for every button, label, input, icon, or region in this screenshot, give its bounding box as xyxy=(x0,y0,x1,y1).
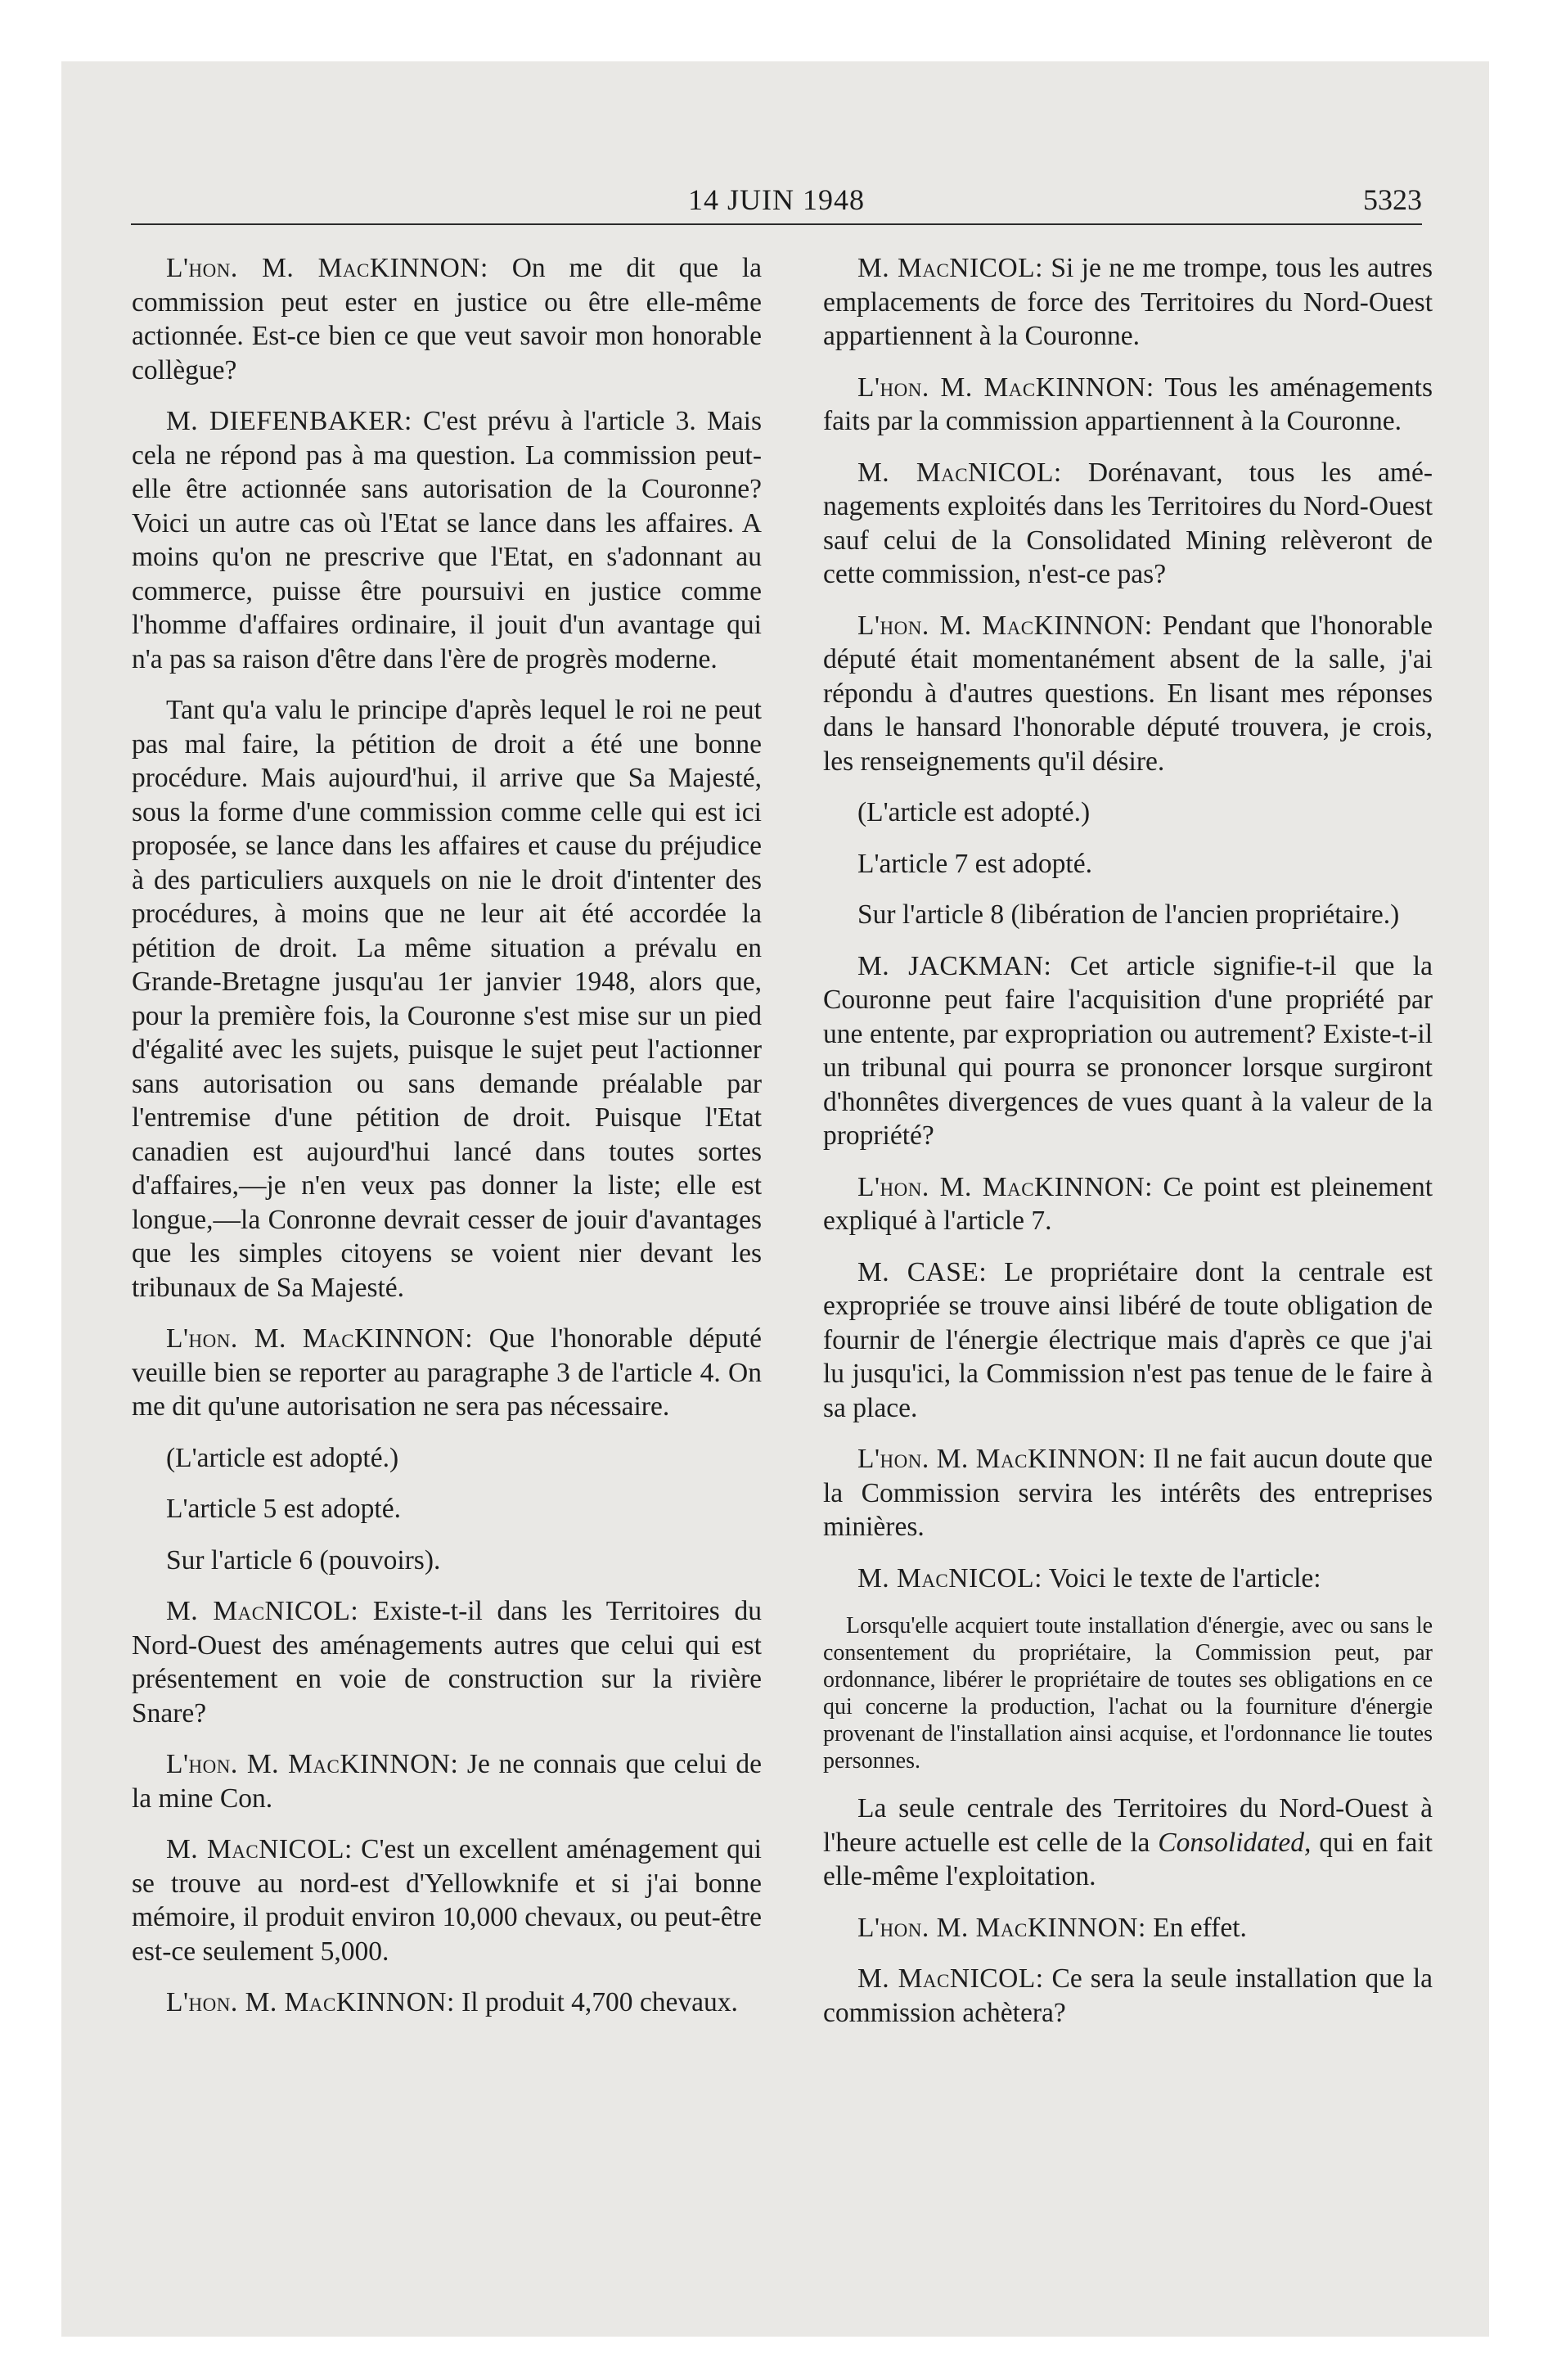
speaker-name: M. CASE: xyxy=(857,1256,988,1287)
paragraph xyxy=(823,251,1433,354)
paragraph-text: On me dit que la commission peut ester en justice ou être elle-même actionnée. Est-ce bien ce que veut savoir mon honorable collègue? xyxy=(132,253,763,385)
procedural-note xyxy=(823,796,1433,830)
speaker-name: L'hon. M. MacKINNON: xyxy=(857,1444,1146,1474)
paragraph xyxy=(132,1322,762,1424)
paragraph-text: C'est un excellent aménagement qui se trouve au nord-est d'Yellowknife et si j'ai bonne mémoire, il produit environ 10,000 chevaux, ou peut-être est-ce seulement 5,000. xyxy=(132,1834,762,1967)
paragraph xyxy=(823,609,1433,779)
paragraph-text: qui en fait elle-même l'exploitation. xyxy=(823,1827,1433,1891)
paragraph-text: Lorsqu'elle acquiert toute installation d'énergie, avec ou sans le consentement du propriétaire, la Commission peut, par ordonnance, libérer le propriétaire de toutes ses obligations en ce qui concerne la production, l'achat ou la fourniture d'énergie provenant de l'installation ainsi acquise, et l'ordonnance lie toutes personnes. xyxy=(823,1613,1433,1774)
speaker-name: L'hon. M. MacKINNON: xyxy=(166,1323,474,1354)
paragraph xyxy=(823,1792,1433,1894)
speaker-name: L'hon. M. MacKINNON: xyxy=(857,610,1153,641)
paragraph xyxy=(823,949,1433,1153)
paragraph xyxy=(823,456,1433,592)
paragraph xyxy=(132,1747,762,1815)
paragraph-text: C'est prévu à l'article 3. Mais cela ne répond pas à ma question. La commission peut-elle être actionnée sans autorisation de la Couronne? Voici un autre cas où l'Etat se lance dans les affaires. A moins qu'on ne prescrive que l'Etat, en s'adonnant au commerce, puisse être poursuivi en justice comme l'homme d'affaires ordinaire, il jouit d'un avantage qui n'a pas sa raison d'être dans l'ère de progrès moderne. xyxy=(132,406,763,674)
procedural-note xyxy=(823,847,1433,881)
procedural-note xyxy=(823,898,1433,932)
procedural-note xyxy=(132,1441,762,1476)
speaker-name: M. MacNICOL: xyxy=(857,253,1043,283)
paragraph xyxy=(132,404,762,676)
paragraph xyxy=(132,1832,762,1968)
speaker-name: L'hon. M. MacKINNON: xyxy=(166,253,488,283)
paragraph xyxy=(823,1962,1433,2030)
paragraph xyxy=(132,693,762,1305)
paragraph-text: L'article 5 est adopté. xyxy=(166,1494,401,1524)
page-header xyxy=(131,183,1422,225)
speaker-name: M. MacNICOL: xyxy=(857,1963,1044,1994)
paragraph xyxy=(132,1594,762,1730)
speaker-name: L'hon. M. MacKINNON: xyxy=(857,1912,1146,1943)
paragraph-text: Tant qu'a valu le principe d'après lequel le roi ne peut pas mal faire, la pétition de droit a été une bonne procédure. Mais aujourd'hui, il arrive que Sa Majesté, sous la forme d'une commission comme celle qui est ici proposée, se lance dans les affaires et cause du préjudice à des particuliers auxquels on nie le droit d'intenter des procédures, à moins que ne leur ait été accordée la pétition de droit. La même situation a prévalu en Grande-Bretagne jusqu'au 1er janvier 1948, alors que, pour la première fois, la Couronne s'est mise sur un pied d'égalité avec les sujets, puisque le sujet peut l'actionner sans autorisation ou sans demande préalable par l'entremise d'une pétition de droit. Puisque l'Etat canadien est aujourd'hui lancé dans toutes sortes d'affaires,—je n'en veux pas donner la liste; elle est longue,—la Conronne devrait cesser de jouir d'avantages que les simples citoyens se voient nier devant les tribunaux de Sa Majesté. xyxy=(132,695,762,1303)
paragraph-text: Sur l'article 8 (libération de l'ancien propriétaire.) xyxy=(857,899,1400,930)
paragraph xyxy=(823,371,1433,439)
speaker-name: L'hon. M. MacKINNON: xyxy=(166,1987,455,2017)
speaker-name: L'hon. M. MacKINNON: xyxy=(857,372,1154,403)
speaker-name: M. MacNICOL: xyxy=(857,457,1062,488)
paragraph-text: (L'article est adopté.) xyxy=(857,797,1091,827)
paragraph-text: Existe-t-il dans les Territoires du Nord-Ouest des aménagements autres que celui qui est présentement en voie de construction sur la rivière Snare? xyxy=(132,1596,762,1729)
paragraph-text: En effet. xyxy=(1145,1912,1247,1943)
speaker-name: M. DIEFENBAKER: xyxy=(166,406,412,436)
paragraph-text: La seule centrale des Territoires du Nord-Ouest à l'heure actuelle est celle de la xyxy=(823,1793,1433,1858)
paragraph-text: Que l'honorable député veuille bien se reporter au paragraphe 3 de l'article 4. On me dit qu'une autorisation ne sera pas nécessaire. xyxy=(132,1323,763,1422)
paragraph-text: Pendant que l'honorable député était momentanément absent de la salle, j'ai répondu à d'autres questions. En lisant mes réponses dans le hansard l'honorable député trouvera, je crois, les renseignements qu'il désire. xyxy=(823,610,1433,777)
paragraph xyxy=(823,1442,1433,1544)
page-number: 5323 xyxy=(1363,183,1422,216)
speaker-name: L'hon. M. MacKINNON: xyxy=(166,1749,459,1779)
paragraph-text: Cet article signifie-t-il que la Couronne peut faire l'acquisition d'une propriété par une entente, par expropriation ou autrement? Existe-t-il un tribunal qui pourra se prononcer lorsque surgiront d'honnêtes divergences de vues quant à la valeur de la propriété? xyxy=(823,950,1433,1151)
left-column xyxy=(132,251,762,2037)
paragraph-text: Ce point est pleinement expliqué à l'article 7. xyxy=(823,1171,1433,1236)
document-page xyxy=(61,61,1489,2337)
paragraph-text: Si je ne me trompe, tous les autres emplacements de force des Territoires du Nord-Ouest appartiennent à la Couronne. xyxy=(823,253,1433,351)
paragraph-text: Le propriétaire dont la centrale est expropriée se trouve ainsi libéré de toute obligation de fournir de l'énergie électrique mais d'après ce que j'ai lu jusqu'ici, la Commission n'est pas tenue de le faire à sa place. xyxy=(823,1256,1433,1423)
header-date: 14 JUIN 1948 xyxy=(688,183,865,216)
paragraph-text: Ce sera la seule installation que la commission achètera? xyxy=(823,1963,1433,2028)
paragraph-text: Sur l'article 6 (pouvoirs). xyxy=(166,1544,441,1575)
paragraph xyxy=(823,1911,1433,1945)
paragraph-text: Je ne connais que celui de la mine Con. xyxy=(132,1749,763,1814)
paragraph-text: Voici le texte de l'article: xyxy=(1042,1562,1321,1593)
procedural-note xyxy=(132,1544,762,1578)
paragraph-text: (L'article est adopté.) xyxy=(166,1442,399,1473)
paragraph-text: Tous les aménagements faits par la commission appartiennent à la Couronne. xyxy=(823,372,1433,436)
speaker-name: M. MacNICOL: xyxy=(857,1562,1042,1593)
company-name: Consolidated, xyxy=(1158,1827,1312,1858)
paragraph-text: Dorénavant, tous les aménagements exploités dans les Territoires du Nord-Ouest sauf celui de la Consolidated Mining relèveront de cette commission, n'est-ce pas? xyxy=(823,457,1433,589)
speaker-name: M. MacNICOL: xyxy=(166,1834,353,1864)
paragraph xyxy=(823,1255,1433,1426)
paragraph xyxy=(823,1562,1433,1596)
speaker-name: M. JACKMAN: xyxy=(857,950,1052,981)
right-column xyxy=(823,251,1433,2047)
quoted-article-text xyxy=(823,1612,1433,1774)
paragraph-text: Il ne fait aucun doute que la Commission servira les intérêts des entreprises minières. xyxy=(823,1444,1433,1542)
speaker-name: M. MacNICOL: xyxy=(166,1596,359,1626)
paragraph-text: Il produit 4,700 chevaux. xyxy=(454,1987,738,2017)
speaker-name: L'hon. M. MacKINNON: xyxy=(857,1171,1153,1202)
paragraph xyxy=(132,1986,762,2020)
paragraph xyxy=(132,251,762,387)
paragraph-text: L'article 7 est adopté. xyxy=(857,848,1092,879)
procedural-note xyxy=(132,1492,762,1526)
paragraph xyxy=(823,1170,1433,1238)
